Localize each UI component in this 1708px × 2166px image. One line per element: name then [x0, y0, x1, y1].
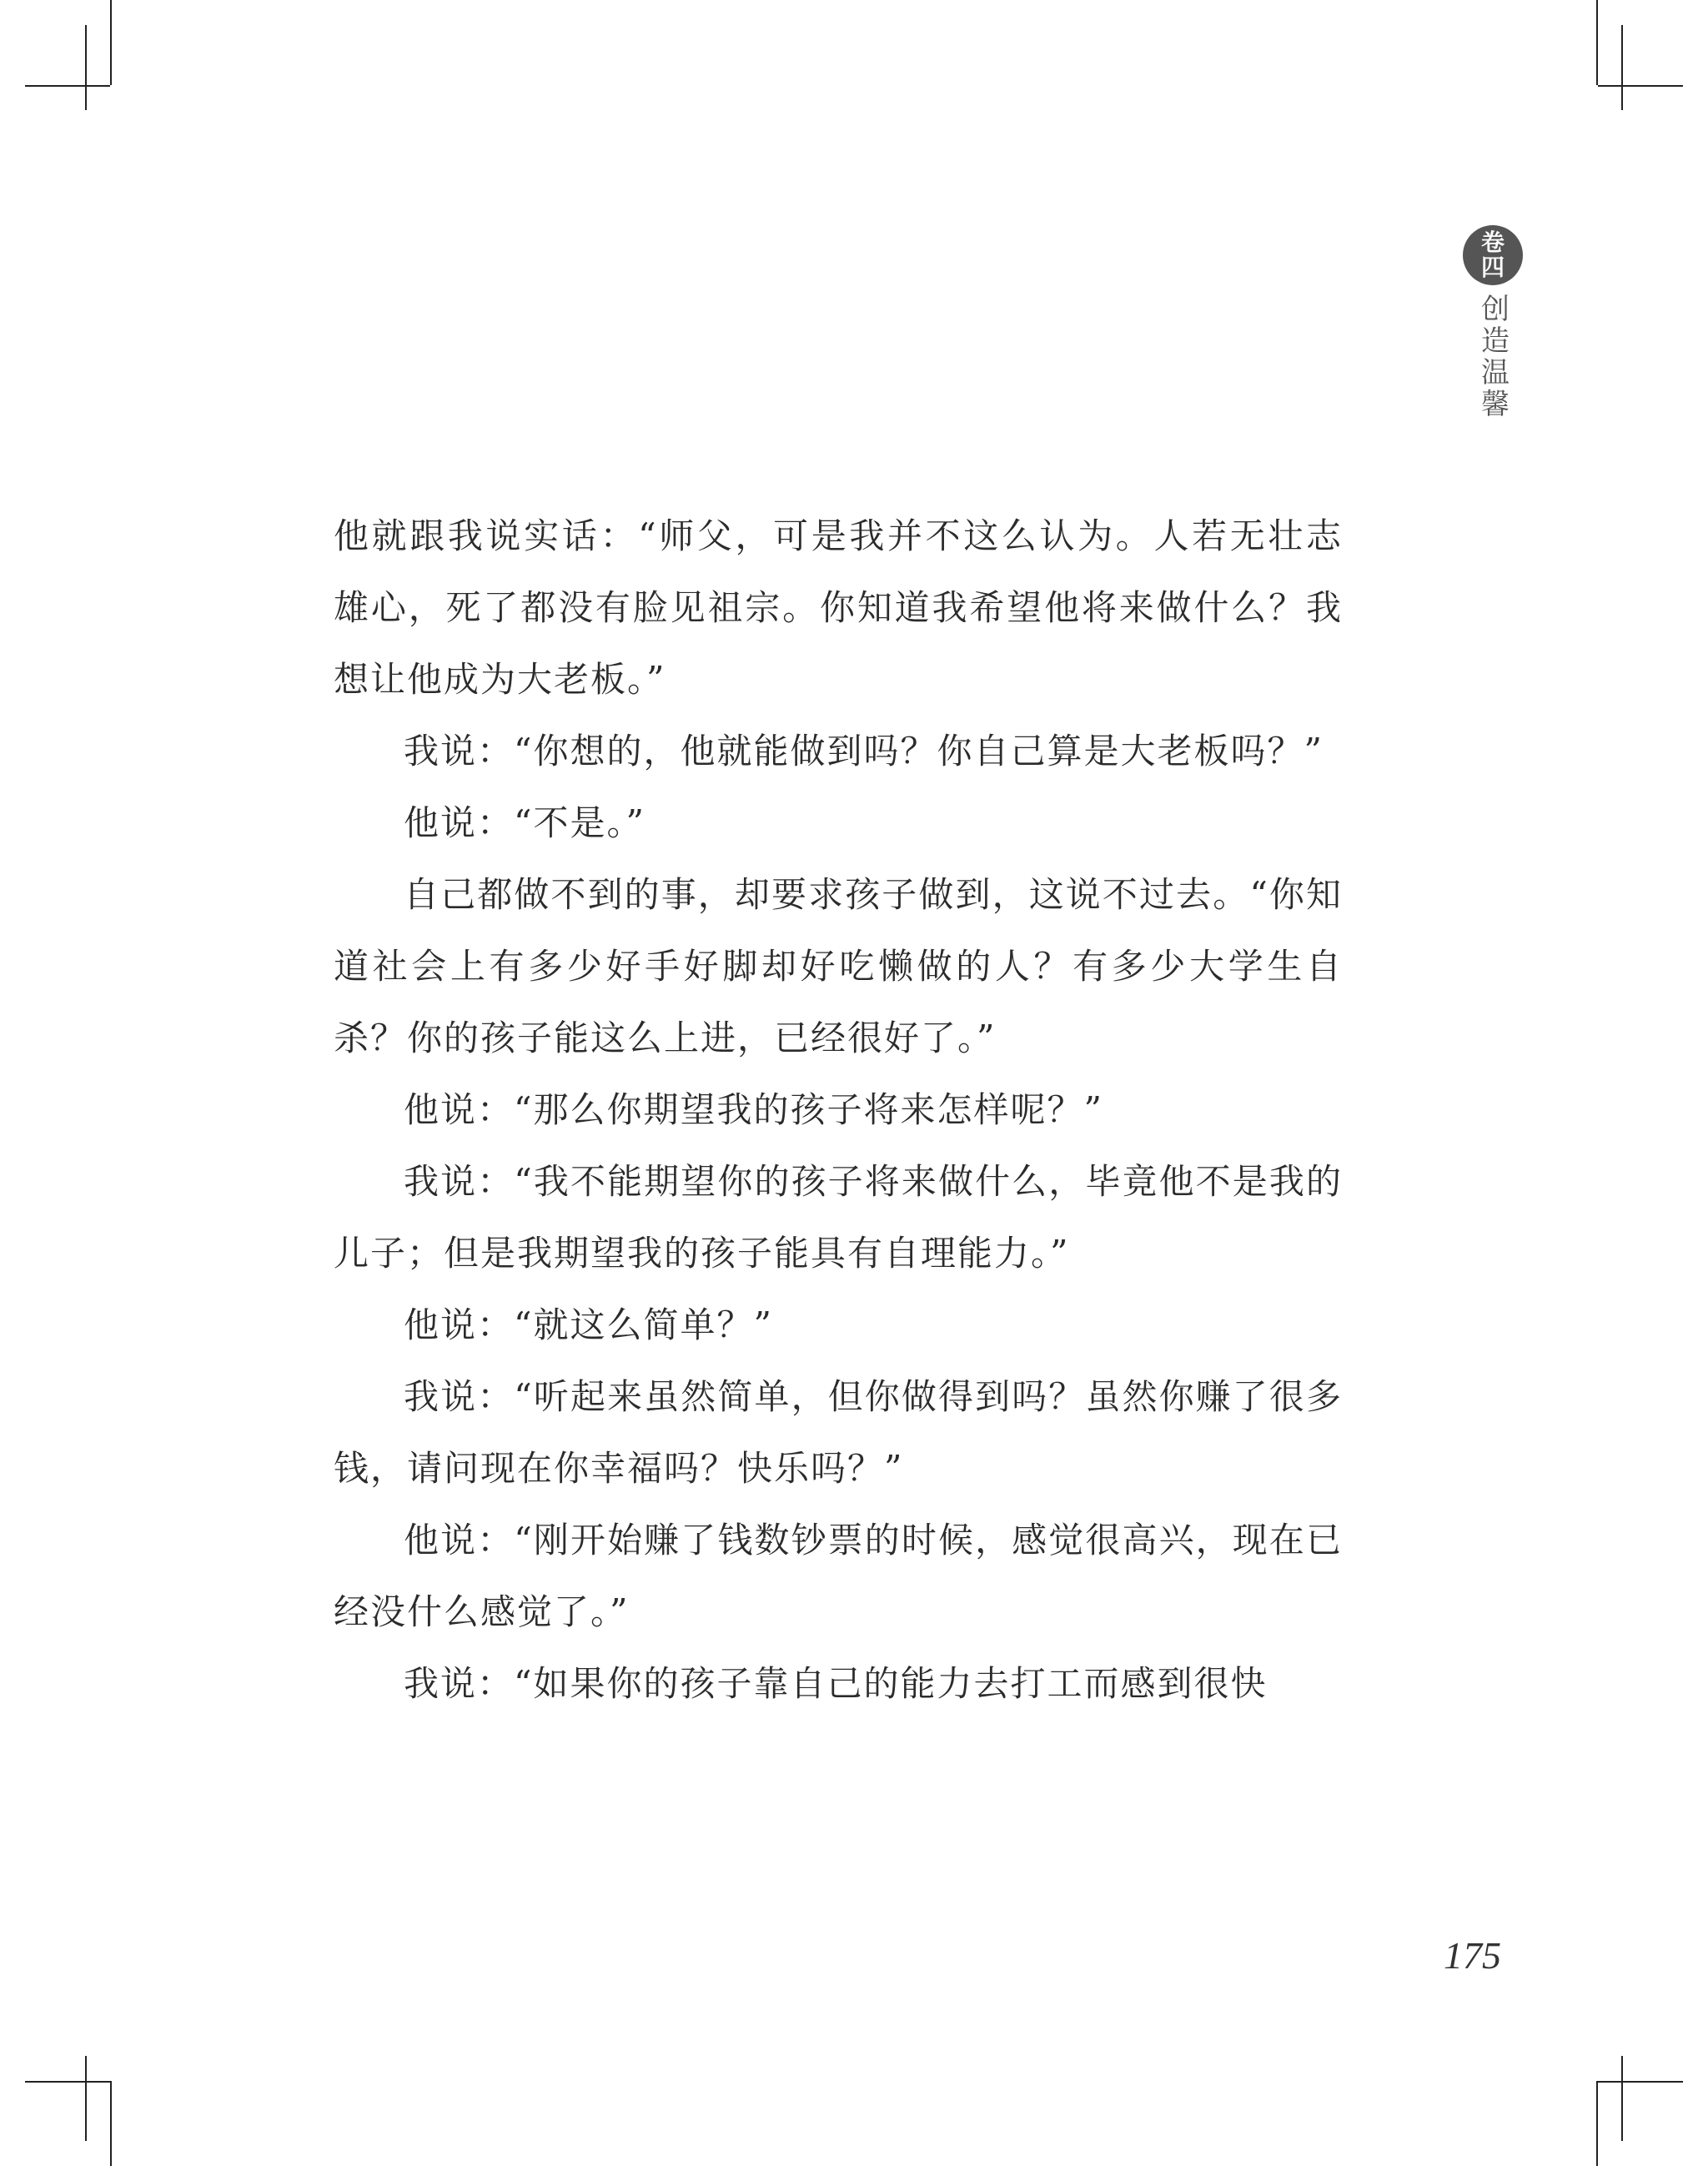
chapter-side-tab	[1461, 225, 1525, 420]
paragraph: 他说：“那么你期望我的孩子将来怎样呢？”	[404, 1089, 1103, 1130]
volume-char: 四	[1480, 254, 1505, 281]
paragraph: 他就跟我说实话：“师父，可是我并不这么认为。人若无壮志雄心，死了都没有脸见祖宗。你知道我希望他将来做什么？我想让他成为大老板。”	[334, 515, 1343, 700]
crop-mark	[110, 2081, 112, 2166]
page-number: 175	[1444, 1934, 1501, 1977]
crop-mark	[25, 85, 110, 87]
volume-char: 卷	[1480, 229, 1505, 256]
crop-mark	[1621, 25, 1623, 110]
crop-mark	[25, 2081, 110, 2083]
crop-mark	[85, 25, 87, 110]
crop-mark	[1596, 2081, 1598, 2166]
crop-mark	[1596, 0, 1598, 85]
crop-mark	[1621, 2056, 1623, 2141]
paragraph: 我说：“如果你的孩子靠自己的能力去打工而感到很快	[404, 1663, 1268, 1704]
paragraph: 我说：“你想的，他就能做到吗？你自己算是大老板吗？”	[404, 731, 1324, 771]
volume-badge	[1463, 225, 1523, 285]
paragraph: 他说：“就这么简单？”	[404, 1304, 773, 1345]
chapter-title: 创造温馨	[1475, 294, 1510, 420]
paragraph: 他说：“不是。”	[404, 802, 646, 843]
paragraph: 我说：“我不能期望你的孩子将来做什么，毕竟他不是我的儿子；但是我期望我的孩子能具有自理能力。”	[334, 1161, 1343, 1274]
crop-mark	[1598, 85, 1683, 87]
paragraph: 自己都做不到的事，却要求孩子做到，这说不过去。“你知道社会上有多少好手好脚却好吃懒做的人？有多少大学生自杀？你的孩子能这么上进，已经很好了。”	[334, 874, 1343, 1058]
page-body	[334, 500, 1343, 1720]
paragraph: 我说：“听起来虽然简单，但你做得到吗？虽然你赚了很多钱，请问现在你幸福吗？快乐吗？”	[334, 1376, 1343, 1489]
crop-mark	[1598, 2081, 1683, 2083]
paragraph: 他说：“刚开始赚了钱数钞票的时候，感觉很高兴，现在已经没什么感觉了。”	[334, 1520, 1343, 1632]
crop-mark	[110, 0, 112, 85]
crop-mark	[85, 2056, 87, 2141]
